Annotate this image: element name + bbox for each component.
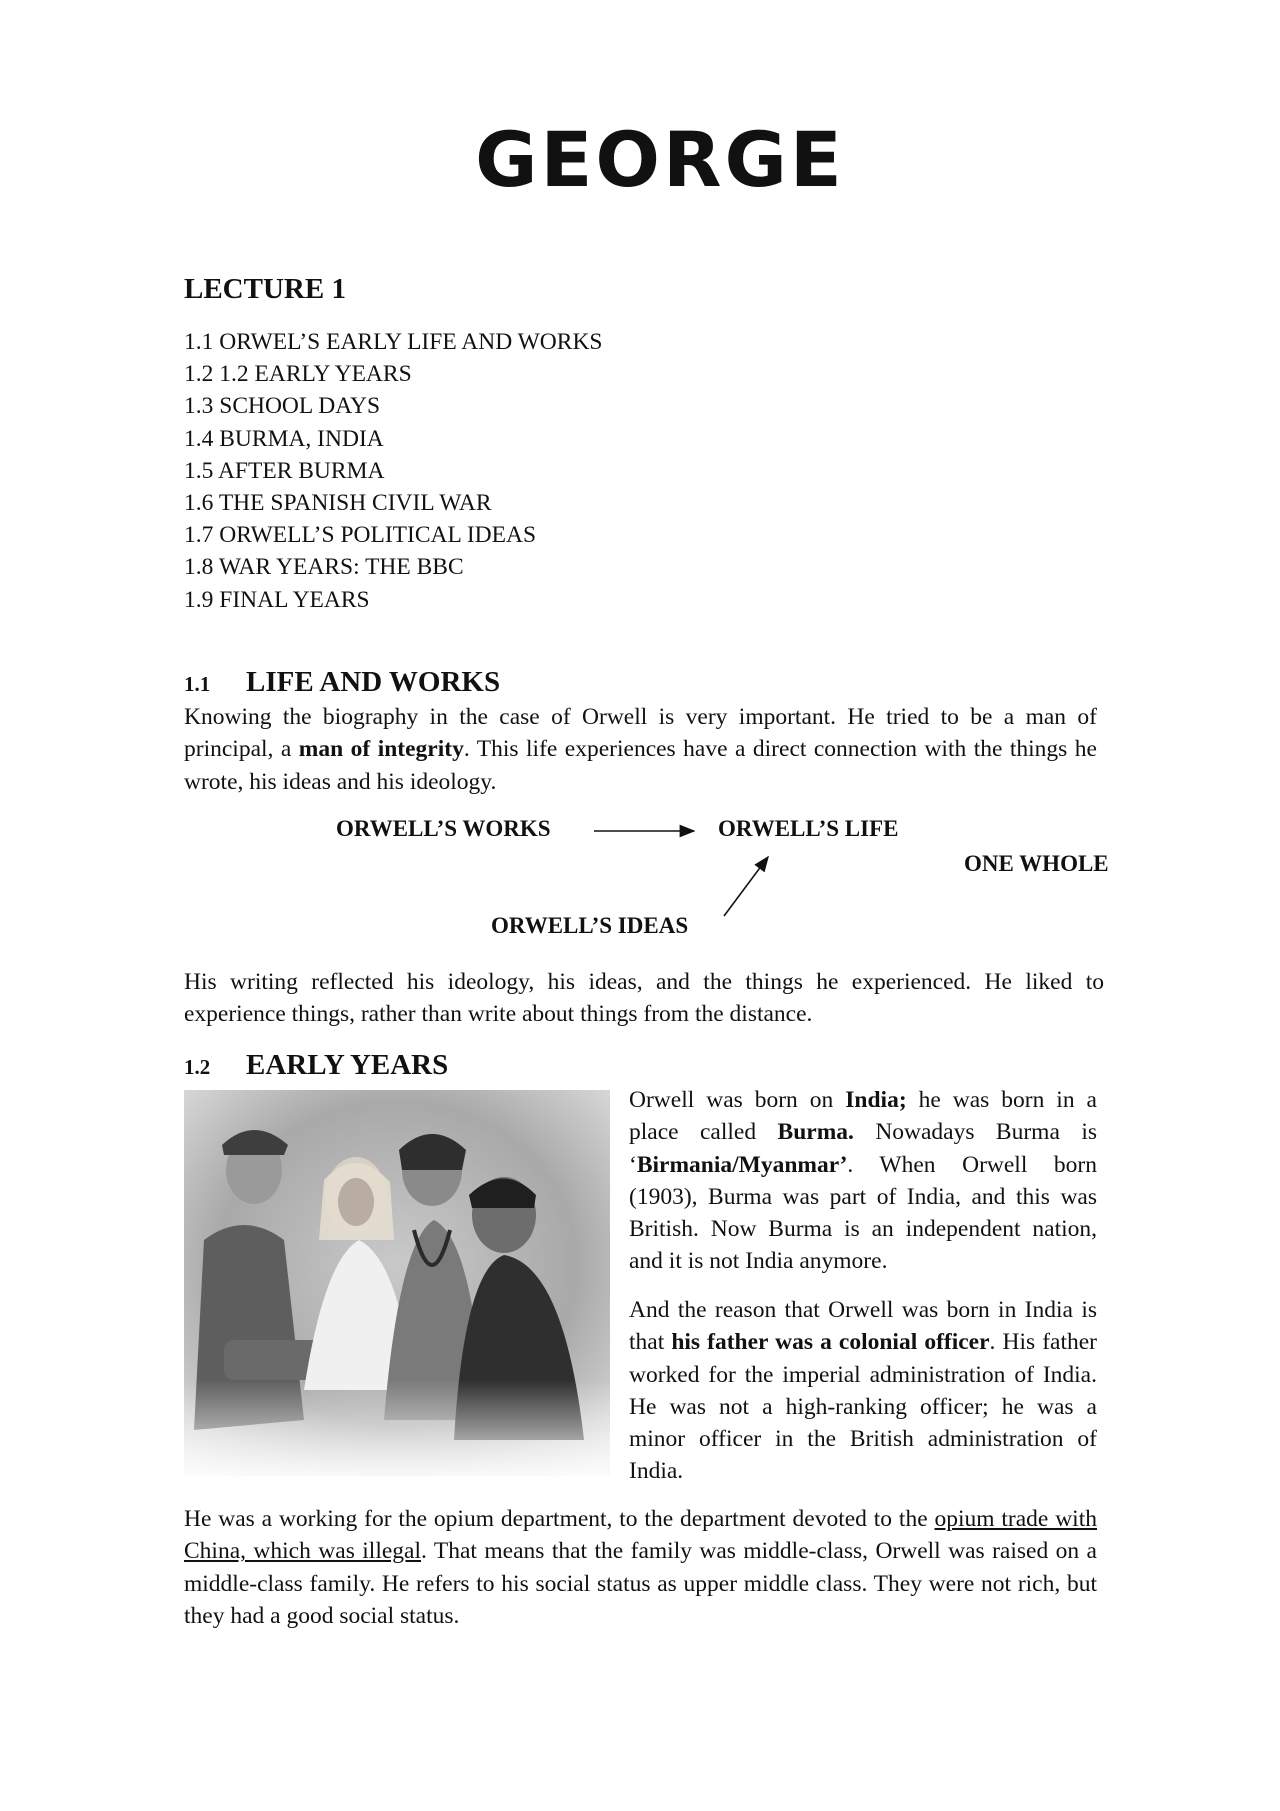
family-photograph bbox=[184, 1090, 610, 1476]
section-heading-early-years bbox=[184, 1049, 448, 1082]
toc-item: 1.3 SCHOOL DAYS bbox=[184, 393, 381, 420]
text-run: . That means that the family was middle-class, Orwell was raised on a middle-class family. He refers to his social status as upper middle class. They were not rich, but they had a good social status. bbox=[184, 1538, 1097, 1629]
text-run: Knowing the biography in the case of Orwell is very important. He tried to be a man of principal, a bbox=[184, 704, 1097, 763]
diagram-whole-label: ONE WHOLE bbox=[964, 851, 1109, 876]
bold-run: his father was a colonial officer bbox=[671, 1329, 990, 1356]
bold-run: Birmania/Myanmar’ bbox=[636, 1151, 848, 1178]
document-title: GEORGE bbox=[475, 115, 845, 204]
section-number: 1.1 bbox=[184, 672, 211, 696]
lecture-heading: LECTURE 1 bbox=[184, 273, 346, 305]
text-run: . This life experiences have a direct connection with the things he wrote, his ideas and his ideology. bbox=[184, 736, 1097, 795]
text-run: . His father worked for the imperial administration of India. He was not a high-ranking officer; he was a minor officer in the British administration of India. bbox=[629, 1329, 1098, 1485]
diagram-works-label: ORWELL’S WORKS bbox=[336, 816, 551, 841]
text-run: Nowadays Burma is ‘ bbox=[629, 1119, 1097, 1178]
text-run: And the reason that Orwell was born in India is that bbox=[629, 1297, 1097, 1356]
toc-item: 1.7 ORWELL’S POLITICAL IDEAS bbox=[184, 522, 537, 549]
bold-run: man of integrity bbox=[298, 736, 464, 763]
toc-item: 1.2 1.2 EARLY YEARS bbox=[184, 361, 412, 388]
early-years-paragraph-3 bbox=[184, 1503, 1097, 1632]
section-title: LIFE AND WORKS bbox=[246, 666, 501, 698]
early-years-paragraph-1 bbox=[629, 1084, 1097, 1278]
toc-item: 1.9 FINAL YEARS bbox=[184, 586, 370, 613]
toc-item: 1.4 BURMA, INDIA bbox=[184, 425, 384, 452]
text-run: Orwell was born on bbox=[629, 1087, 846, 1113]
diagram-life-label: ORWELL’S LIFE bbox=[718, 816, 899, 841]
section-title: EARLY YEARS bbox=[246, 1049, 449, 1081]
text-run: He was a working for the opium department, to the department devoted to the bbox=[184, 1506, 935, 1532]
text-run: . When Orwell born (1903), Burma was part of India, and this was British. Now Burma is an independent nation, and it is not India anymore. bbox=[629, 1151, 1097, 1275]
ideas-to-life-arrow bbox=[724, 857, 768, 916]
toc-item: 1.1 ORWEL’S EARLY LIFE AND WORKS bbox=[184, 329, 603, 355]
early-years-paragraph-2 bbox=[629, 1294, 1097, 1488]
bold-run: India; bbox=[845, 1087, 907, 1113]
toc-item: 1.5 AFTER BURMA bbox=[184, 457, 385, 484]
underlined-run: opium trade with China, which was illegal bbox=[184, 1506, 1097, 1565]
section-number: 1.2 bbox=[184, 1055, 211, 1079]
text-run: he was born in a place called bbox=[629, 1087, 1097, 1146]
bold-run: Burma. bbox=[777, 1119, 854, 1146]
life-works-paragraph-2: His writing reflected his ideology, his ideas, and the things he experienced. He liked to experience things, rather than write about things from the distance. bbox=[184, 969, 1104, 1028]
diagram-ideas-label: ORWELL’S IDEAS bbox=[491, 913, 689, 938]
toc-item: 1.6 THE SPANISH CIVIL WAR bbox=[184, 490, 492, 517]
toc-item: 1.8 WAR YEARS: THE BBC bbox=[184, 554, 464, 581]
photo-image bbox=[184, 1090, 610, 1476]
